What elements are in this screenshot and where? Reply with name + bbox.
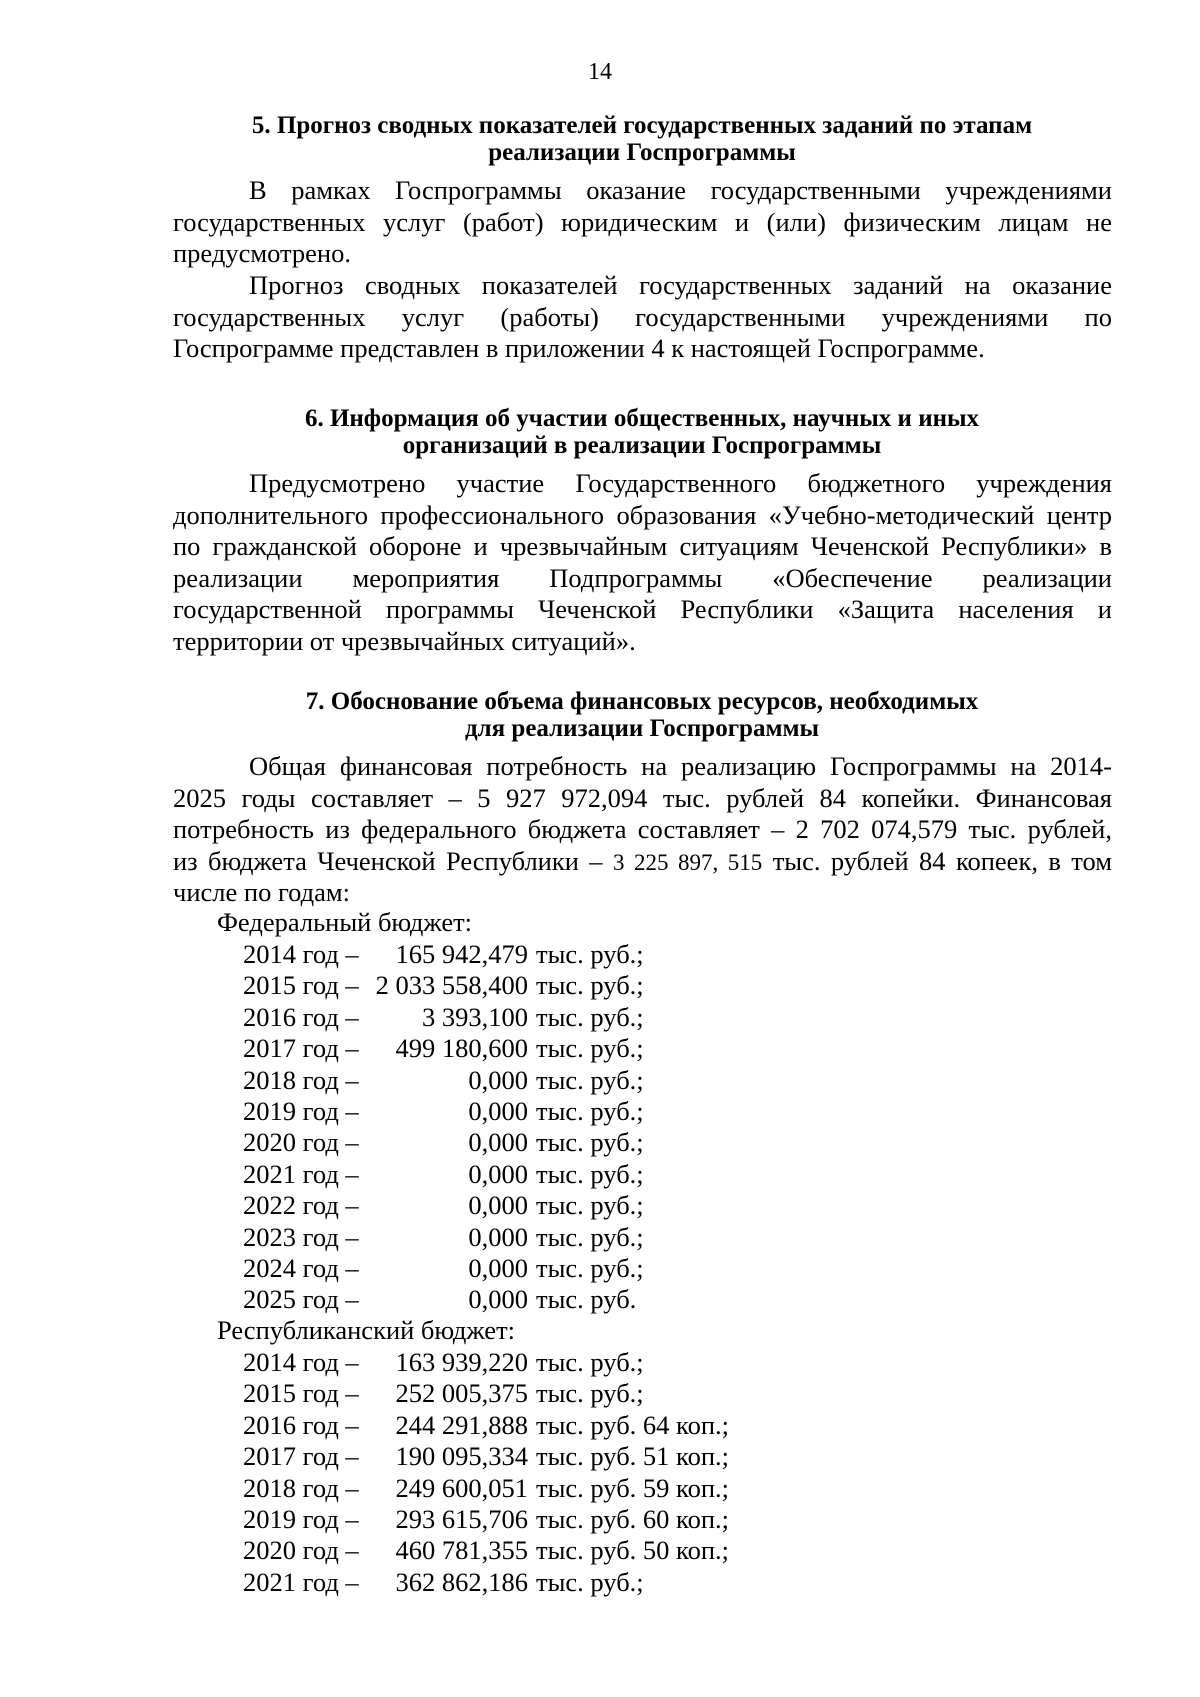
republic-row	[243, 1441, 943, 1472]
page-number: 14	[588, 59, 612, 85]
year-label: 2019 год –	[243, 1095, 359, 1126]
amount-value: 2 033 558,400	[375, 970, 528, 1001]
amount-value: 0,000	[468, 1221, 528, 1252]
amount-value: 163 939,220	[395, 1347, 528, 1377]
year-label: 2017 год –	[243, 1441, 359, 1472]
amount-value: 0,000	[468, 1064, 528, 1095]
year-label: 2022 год –	[243, 1190, 359, 1221]
year-label: 2021 год –	[243, 1158, 359, 1189]
year-label: 2015 год –	[243, 970, 359, 1001]
amount-unit: тыс. руб.;	[536, 1033, 644, 1064]
amount-unit: тыс. руб.;	[536, 1190, 644, 1221]
paragraph-line: числе по годам:	[173, 877, 351, 907]
federal-row	[243, 1253, 843, 1284]
section-6-heading-line-1: 6. Информация об участии общественных, научных и иных	[304, 405, 980, 432]
amount-unit: тыс. руб.;	[536, 1095, 644, 1126]
republic-row	[243, 1535, 943, 1566]
year-label: 2018 год –	[243, 1472, 359, 1503]
paragraph-line: государственных услуг (работы) государственными учреждениями по	[173, 301, 1112, 332]
paragraph-line: дополнительного профессионального образования «Учебно-методический центр	[173, 499, 1112, 530]
amount-value: 190 095,334	[395, 1441, 528, 1472]
republic-row	[243, 1473, 943, 1504]
paragraph-line: государственной программы Чеченской Республики «Защита населения и	[173, 594, 1112, 624]
republic-row	[243, 1347, 943, 1378]
amount-value: 0,000	[468, 1252, 528, 1283]
amount-unit: тыс. руб.;	[536, 1252, 644, 1283]
section-6-paragraph-1	[173, 468, 1112, 657]
amount-unit: тыс. руб.;	[536, 1001, 644, 1032]
amount-value: 0,000	[468, 1127, 528, 1158]
amount-value: 252 005,375	[395, 1378, 528, 1409]
amount-value: 165 942,479	[395, 939, 528, 969]
amount-unit: тыс. руб.;	[536, 1378, 644, 1409]
amount-value: 293 615,706	[395, 1503, 528, 1534]
paragraph-line: государственных услуг (работ) юридическим и (или) физическим лицам не	[173, 206, 1112, 237]
paragraph-line: Госпрограмме представлен в приложении 4 к настоящей Госпрограмме.	[173, 333, 985, 363]
amount-value: 0,000	[468, 1158, 528, 1189]
section-6-heading-line-2: организаций в реализации Госпрограммы	[402, 432, 882, 459]
year-label: 2019 год –	[243, 1503, 359, 1534]
year-label: 2017 год –	[243, 1033, 359, 1064]
section-5-paragraph-2	[173, 270, 1112, 365]
section-6-heading	[170, 405, 1114, 459]
amount-unit: тыс. руб.;	[536, 1347, 644, 1377]
amount-value: 3 393,100	[422, 1001, 528, 1032]
federal-row	[243, 1284, 843, 1315]
amount-unit: тыс. руб. 51 коп.;	[536, 1441, 730, 1472]
year-label: 2020 год –	[243, 1127, 359, 1158]
paragraph-line: Общая финансовая потребность на реализацию Госпрограммы на 2014-	[249, 751, 1112, 781]
section-7-heading-line-1: 7. Обоснование объема финансовых ресурсов, необходимых	[305, 688, 979, 715]
republic-budget-label: Республиканский бюджет:	[217, 1315, 516, 1345]
amount-value: 0,000	[468, 1190, 528, 1221]
amount-value: 0,000	[468, 1095, 528, 1126]
federal-row	[243, 1096, 843, 1127]
paragraph-line: 2025 годы составляет – 5 927 972,094 тыс. рублей 84 копейки. Финансовая	[173, 782, 1112, 813]
republic-budget-list	[243, 1347, 943, 1598]
paragraph-line: В рамках Госпрограммы оказание государственными учреждениями	[249, 175, 1112, 205]
amount-value: 499 180,600	[395, 1033, 528, 1064]
amount-value: 460 781,355	[395, 1535, 528, 1566]
paragraph-text: из бюджета Чеченской Республики –	[173, 845, 613, 876]
year-label: 2016 год –	[243, 1001, 359, 1032]
republic-row	[243, 1378, 943, 1409]
section-7-heading	[170, 688, 1114, 742]
federal-row	[243, 1190, 843, 1221]
amount-unit: тыс. руб.;	[536, 1566, 644, 1597]
year-label: 2021 год –	[243, 1566, 359, 1597]
amount-unit: тыс. руб.;	[536, 970, 644, 1001]
year-label: 2023 год –	[243, 1221, 359, 1252]
paragraph-line: предусмотрено.	[173, 238, 351, 268]
amount-unit: тыс. руб.;	[536, 1158, 644, 1189]
federal-row	[243, 1002, 843, 1033]
year-label: 2014 год –	[243, 1347, 359, 1377]
amount-unit: тыс. руб. 50 коп.;	[536, 1535, 730, 1566]
section-5-heading-line-1: 5. Прогноз сводных показателей государственных заданий по этапам	[251, 112, 1033, 139]
amount-value: 244 291,888	[395, 1409, 528, 1440]
year-label: 2018 год –	[243, 1064, 359, 1095]
section-5-heading-line-2: реализации Госпрограммы	[488, 139, 796, 166]
paragraph-line: по гражданской обороне и чрезвычайным ситуациям Чеченской Республики» в	[173, 531, 1112, 561]
federal-row	[243, 1159, 843, 1190]
amount-value: 362 862,186	[395, 1566, 528, 1597]
section-7-paragraph-1	[173, 751, 1112, 909]
federal-row	[243, 1222, 843, 1253]
paragraph-text: тыс. рублей 84 копеек, в том	[762, 845, 1113, 876]
year-label: 2014 год –	[243, 939, 359, 969]
paragraph-line: Предусмотрено участие Государственного бюджетного учреждения	[249, 468, 1112, 498]
amount-unit: тыс. руб. 60 коп.;	[536, 1503, 730, 1534]
amount-unit: тыс. руб.;	[536, 1127, 644, 1158]
federal-budget-label: Федеральный бюджет:	[217, 907, 473, 937]
paragraph-line: реализации мероприятия Подпрограммы «Обеспечение реализации	[173, 562, 1112, 593]
federal-row	[243, 1065, 843, 1096]
year-label: 2025 год –	[243, 1284, 359, 1315]
amount-unit: тыс. руб. 64 коп.;	[536, 1409, 730, 1440]
section-5-paragraph-1	[173, 175, 1112, 270]
federal-row	[243, 939, 843, 970]
paragraph-line: потребность из федерального бюджета составляет – 2 702 074,579 тыс. рублей,	[173, 814, 1112, 844]
republic-row	[243, 1504, 943, 1535]
paragraph-line: Прогноз сводных показателей государственных заданий на оказание	[249, 270, 1112, 300]
federal-row	[243, 970, 843, 1001]
amount-value: 249 600,051	[395, 1472, 528, 1503]
federal-row	[243, 1127, 843, 1158]
section-7-heading-line-2: для реализации Госпрограммы	[464, 715, 820, 742]
paragraph-line	[173, 846, 1112, 878]
republic-row	[243, 1567, 943, 1598]
federal-row	[243, 1033, 843, 1064]
amount-unit: тыс. руб.;	[536, 1064, 644, 1095]
amount-unit: тыс. руб.	[536, 1284, 637, 1315]
paragraph-line: территории от чрезвычайных ситуаций».	[173, 625, 636, 656]
year-label: 2024 год –	[243, 1252, 359, 1283]
section-5-heading	[170, 112, 1114, 166]
republic-total-amount: 3 225 897, 515	[612, 849, 763, 875]
year-label: 2016 год –	[243, 1409, 359, 1440]
republic-row	[243, 1410, 943, 1441]
federal-budget-list	[243, 939, 843, 1316]
amount-unit: тыс. руб.;	[536, 1221, 644, 1252]
year-label: 2015 год –	[243, 1378, 359, 1409]
amount-unit: тыс. руб. 59 коп.;	[536, 1472, 730, 1503]
amount-unit: тыс. руб.;	[536, 939, 644, 969]
year-label: 2020 год –	[243, 1535, 359, 1566]
amount-value: 0,000	[468, 1284, 528, 1315]
